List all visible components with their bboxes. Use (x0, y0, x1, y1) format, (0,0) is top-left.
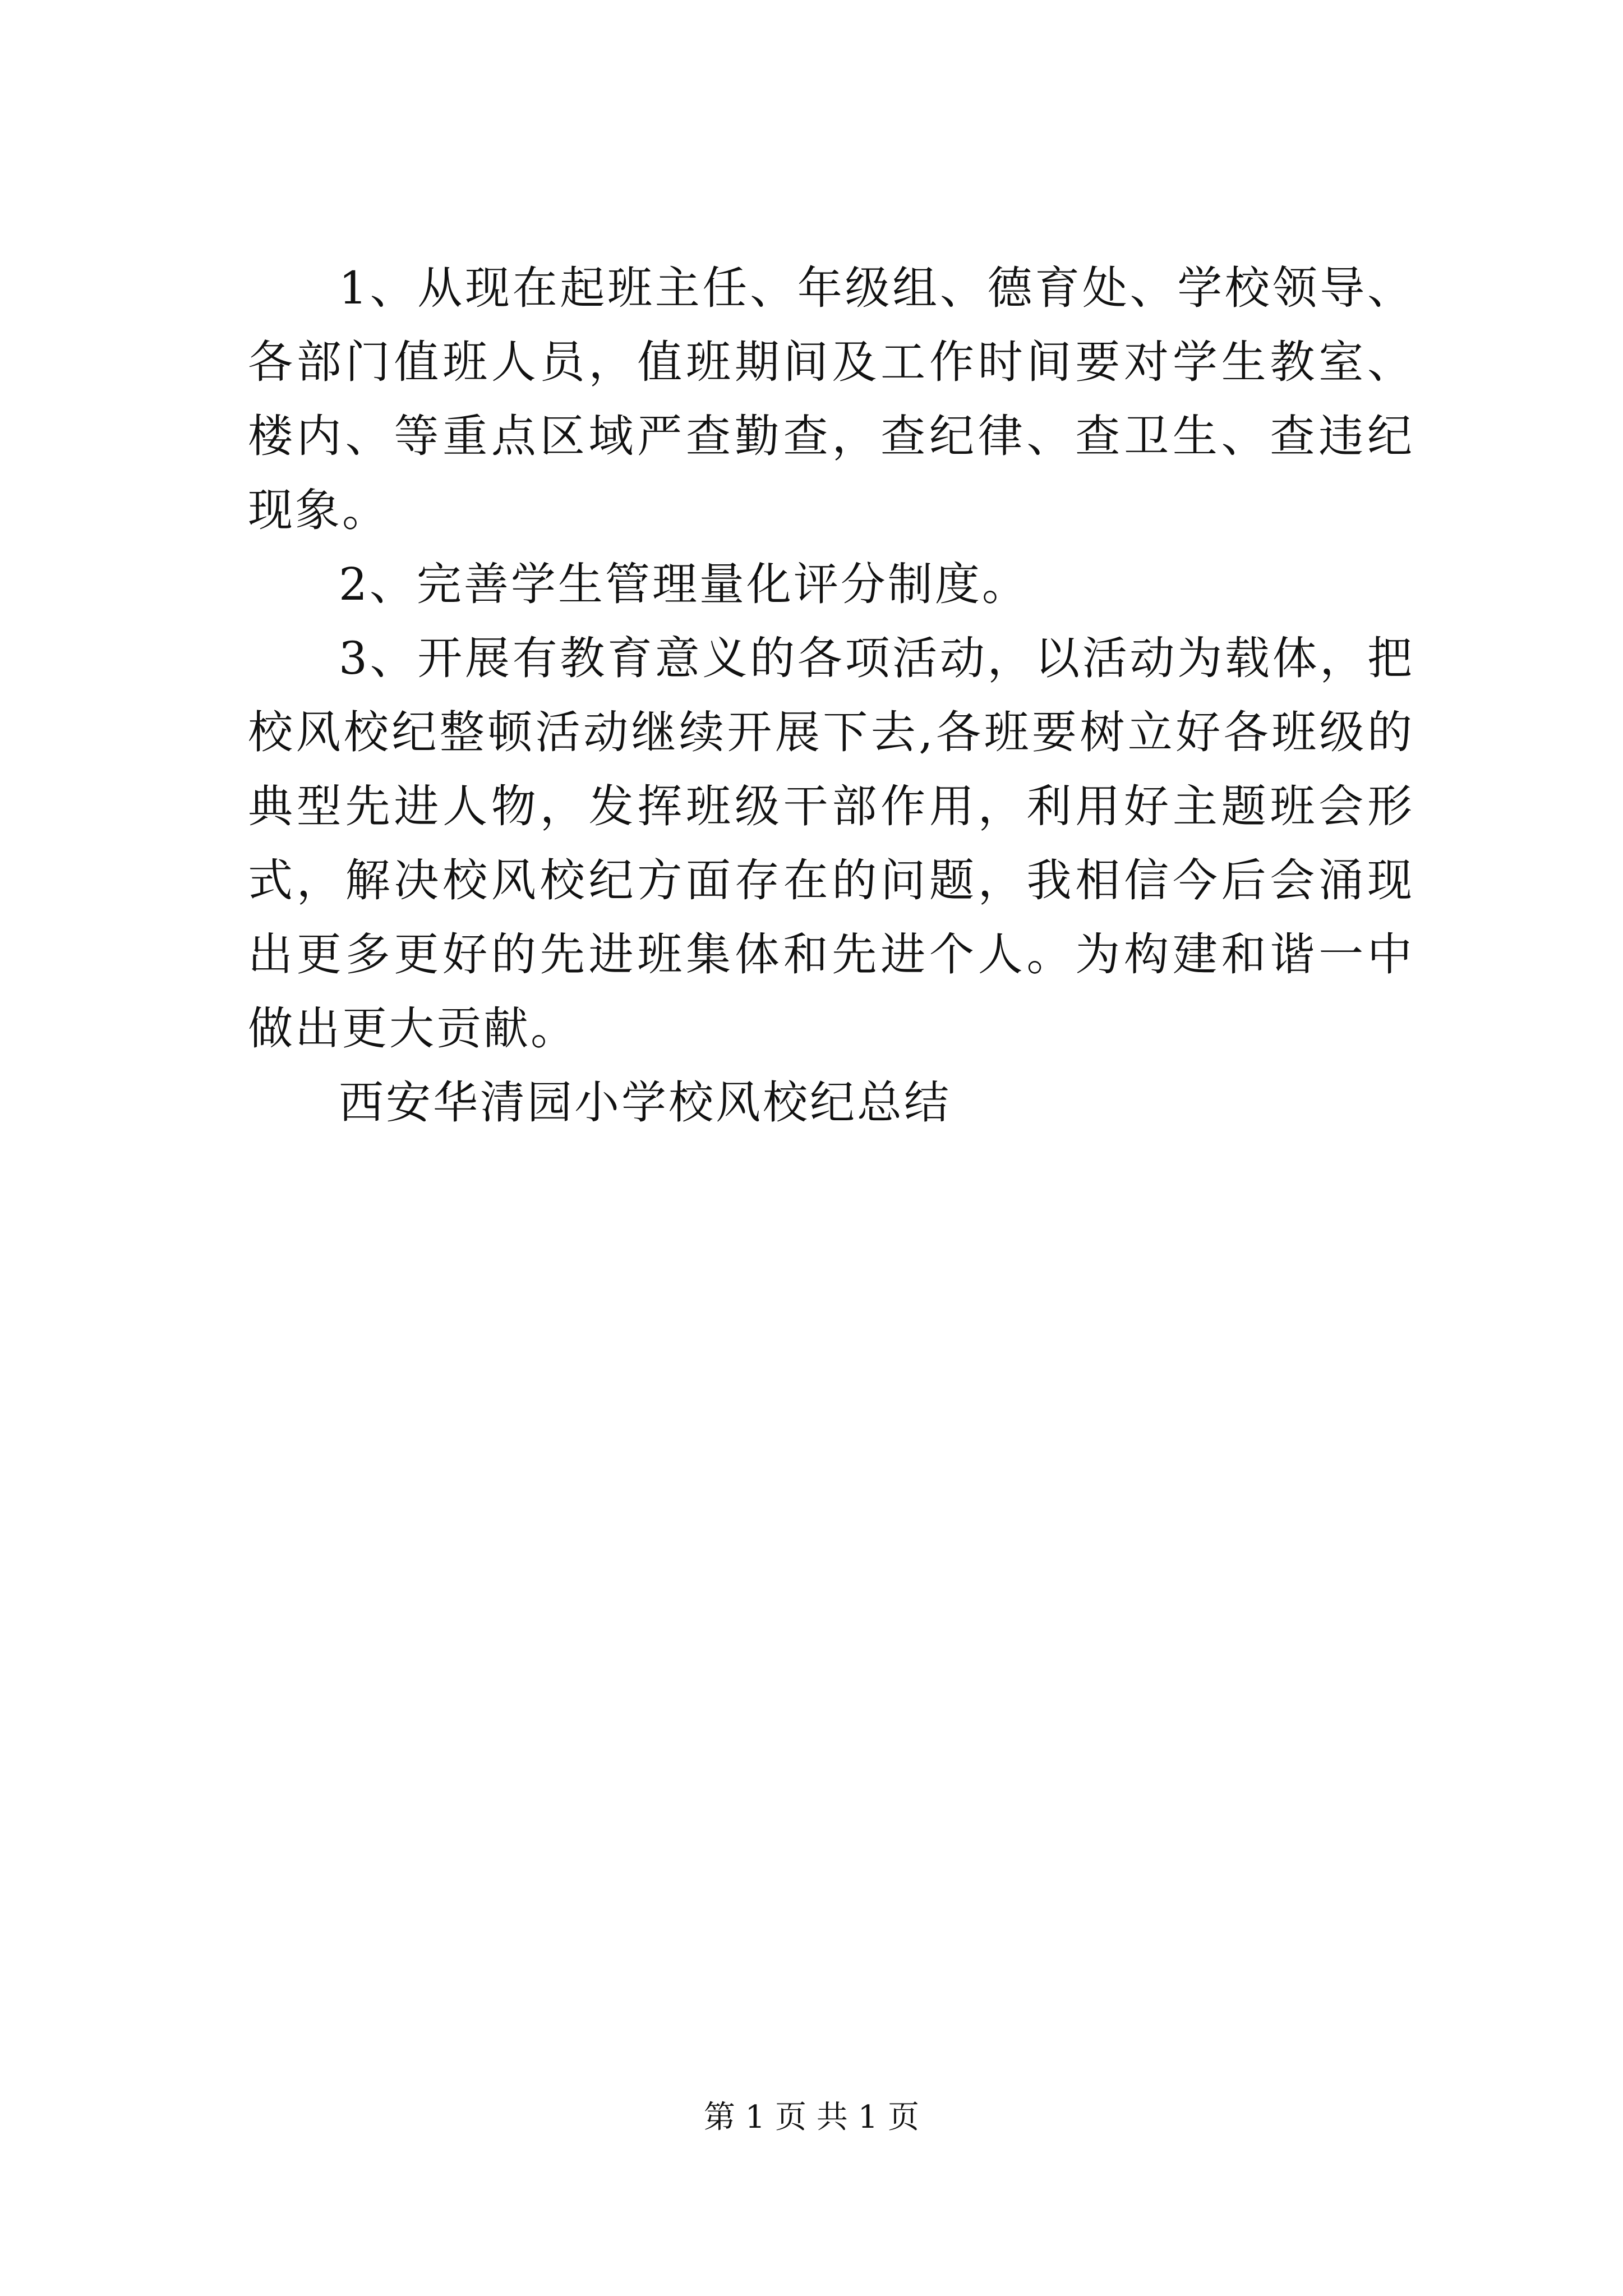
document-body (248, 251, 1414, 1140)
closing-title: 西安华清园小学校风校纪总结 (339, 1076, 951, 1129)
paragraph-1: 1、从现在起班主任、年级组、德育处、学校领导、各部门值班人员，值班期间及工作时间要对学生教室、楼内、等重点区域严查勤查，查纪律、查卫生、查违纪现象。 (248, 262, 1414, 536)
page-footer: 第 1 页 共 1 页 (703, 2099, 920, 2136)
paragraph-2: 2、完善学生管理量化评分制度。 (339, 558, 1029, 610)
paragraph-3: 3、开展有教育意义的各项活动，以活动为载体，把校风校纪整顿活动继续开展下去,各班要树立好各班级的典型先进人物，发挥班级干部作用，利用好主题班会形式，解决校风校纪方面存在的问题，我相信今后会涌现出更多更好的先进班集体和先进个人。为构建和谐一中做出更大贡献。 (248, 632, 1414, 1055)
